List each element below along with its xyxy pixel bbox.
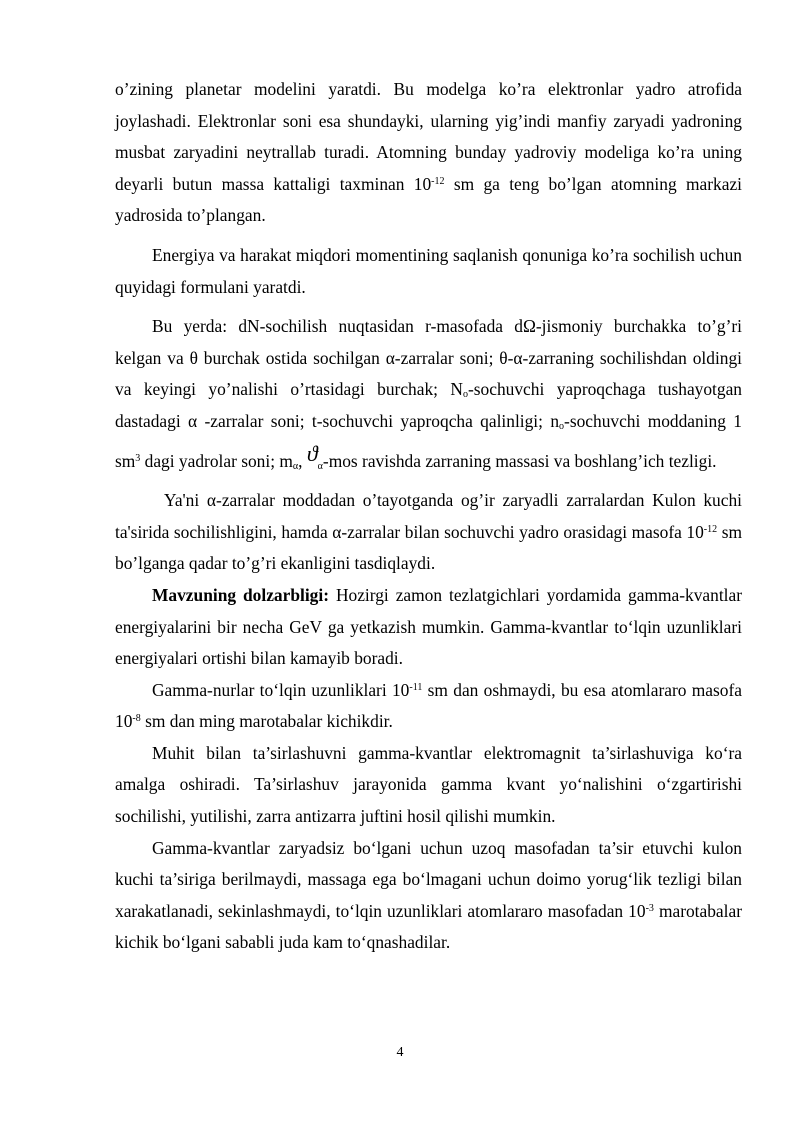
velocity-symbol: ϑ (306, 440, 318, 466)
paragraph-definitions: Bu yerda: dN-sochilish nuqtasidan r-masofada dΩ-jismoniy burchakka to’g’ri kelgan va θ burchak ostida sochilgan α-zarralar soni; θ-α-zarraning sochilishdan oldingi va keyingi yo’nalishi o’rtasidagi burchak; $N_o$-sochuvchi yaproqchaga tushayotgan dastadagi α -zarralar soni; t-sochuvchi yaproqcha qalinligi; $n_o$-sochuvchi moddaning 1 $sm^3$ dagi yadrolar soni; $m_\alpha$, $ϑ_\alpha$-mos ravishda zarraning massasi va boshlang’ich tezligi. (115, 316, 742, 472)
paragraph-interaction: Muhit bilan ta’sirlashuvni gamma-kvantlar elektromagnit ta’sirlashuviga ko‘ra amalga oshiradi. Ta’sirlashuv jarayonida gamma kvant yo‘nalishini o‘zgartirishi sochilishi, yutilishi, zarra antizarra juftini hosil qilishi mumkin. (115, 742, 742, 827)
paragraph-uncharged-gamma: Gamma-kvantlar zaryadsiz bo‘lgani uchun uzoq masofadan ta’sir etuvchi kulon kuchi ta’siriga berilmaydi, massaga ega bo‘lmagani uchun doimo yorug‘lik tezligi bilan xarakatlanadi, sekinlashmaydi, to‘lqin uzunliklari atomlararo masofadan $10^{-3}$ marotabalar kichik bo‘lgani sababli juda kam to‘qnashadilar. (115, 837, 742, 953)
paragraph-gamma-wavelength: Gamma-nurlar to‘lqin uzunliklari $10^{-11}$ sm dan oshmaydi, bu esa atomlararo masofa $10^{-8}$ sm dan ming marotabalar kichikdir. (115, 679, 742, 732)
relevance-heading: Mavzuning dolzarbligi: (152, 584, 329, 605)
page-number: 4 (396, 1045, 404, 1060)
paragraph-planetary-model: o’zining planetar modelini yaratdi. Bu modelga ko’ra elektronlar yadro atrofida joylashadi. Elektronlar soni esa shundayki, ularning yig’indi manfiy zaryadi yadroning musbat zaryadini neytrallab turadi. Atomning bunday yadroviy modeliga ko’ra uning deyarli butun massa kattaligi taxminan $10^{-12}$ sm ga teng bo’lgan atomning markazi yadrosida to’plangan. (115, 79, 742, 226)
paragraph-relevance: Mavzuning dolzarbligi: Hozirgi zamon tezlatgichlari yordamida gamma-kvantlar energiyalarini bir necha GeV ga yetkazish mumkin. Gamma-kvantlar to‘lqin uzunliklari energiyalari ortishi bilan kamayib boradi. (115, 584, 742, 669)
paragraph-coulomb-scattering: Ya'ni α-zarralar moddadan o’tayotganda og’ir zaryadli zarralardan Kulon kuchi ta'sirida sochilishligini, hamda α-zarralar bilan sochuvchi yadro orasidagi masofa $10^{-12}$ sm bo’lganga qadar to’g’ri ekanligini tasdiqlaydi. (115, 490, 742, 574)
paragraph-formula-intro: Energiya va harakat miqdori momentining saqlanish qonuniga ko’ra sochilish uchun quyidagi formulani yaratdi. (115, 244, 742, 297)
